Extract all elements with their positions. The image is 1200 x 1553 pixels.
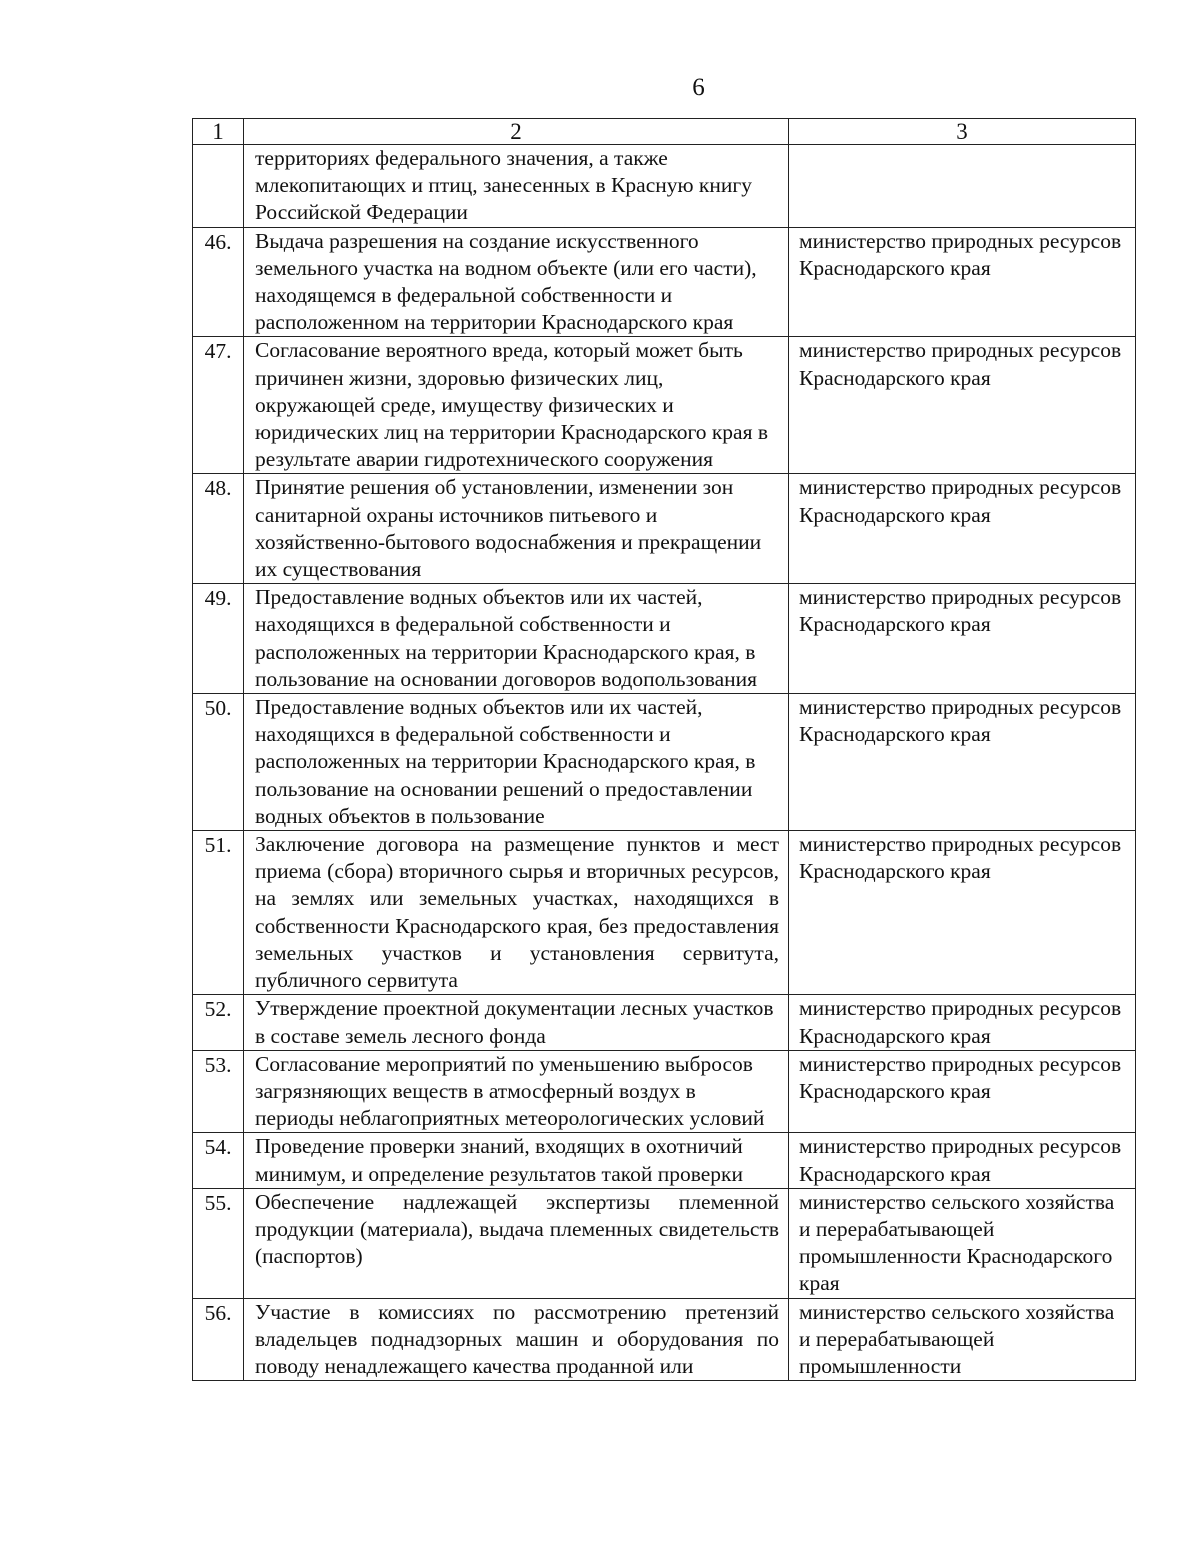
service-description: Принятие решения об установлении, изменении зон санитарной охраны источников питьевого и хозяйственно-бытового водоснабжения и прекращении их существования [244,474,789,584]
page-number: 6 [692,74,705,101]
table-row [193,694,1136,831]
table-row [193,474,1136,584]
table-row [193,227,1136,337]
header-cell-service: 2 [244,119,789,145]
service-description: территориях федерального значения, а также млекопитающих и птиц, занесенных в Красную книгу Российской Федерации [244,145,789,228]
table-row [193,1050,1136,1133]
table-row [193,337,1136,474]
responsible-authority [789,145,1136,228]
service-description: Выдача разрешения на создание искусственного земельного участка на водном объекте (или его части), находящемся в федеральной собственности и расположенном на территории Краснодарского края [244,227,789,337]
responsible-authority: министерство природных ресурсов Краснодарского края [789,831,1136,995]
row-number: 48. [193,474,244,584]
table-row [193,1298,1136,1381]
responsible-authority: министерство природных ресурсов Краснодарского края [789,337,1136,474]
responsible-authority: министерство природных ресурсов Краснодарского края [789,694,1136,831]
row-number: 55. [193,1188,244,1298]
service-description: Предоставление водных объектов или их частей, находящихся в федеральной собственности и расположенных на территории Краснодарского края, в пользование на основании решений о предоставлении водных объектов в пользование [244,694,789,831]
services-table [192,118,1136,1381]
table-row [193,1188,1136,1298]
header-cell-number: 1 [193,119,244,145]
service-description: Обеспечение надлежащей экспертизы племенной продукции (материала), выдача племенных свидетельств (паспортов) [244,1188,789,1298]
row-number: 53. [193,1050,244,1133]
service-description: Предоставление водных объектов или их частей, находящихся в федеральной собственности и расположенных на территории Краснодарского края, в пользование на основании договоров водопользования [244,584,789,694]
row-number: 56. [193,1298,244,1381]
row-number: 50. [193,694,244,831]
table-row [193,831,1136,995]
responsible-authority: министерство сельского хозяйства и перерабатывающей промышленности Краснодарского края [789,1188,1136,1298]
service-description: Утверждение проектной документации лесных участков в составе земель лесного фонда [244,995,789,1050]
table-row [193,1133,1136,1188]
responsible-authority: министерство природных ресурсов Краснодарского края [789,474,1136,584]
table-row [193,145,1136,228]
table-row [193,584,1136,694]
responsible-authority: министерство сельского хозяйства и перерабатывающей промышленности [789,1298,1136,1381]
responsible-authority: министерство природных ресурсов Краснодарского края [789,1133,1136,1188]
row-number [193,145,244,228]
row-number: 54. [193,1133,244,1188]
header-cell-authority: 3 [789,119,1136,145]
table-body [193,119,1136,1381]
responsible-authority: министерство природных ресурсов Краснодарского края [789,1050,1136,1133]
row-number: 51. [193,831,244,995]
row-number: 46. [193,227,244,337]
table-row [193,995,1136,1050]
responsible-authority: министерство природных ресурсов Краснодарского края [789,995,1136,1050]
service-description: Участие в комиссиях по рассмотрению претензий владельцев поднадзорных машин и оборудования по поводу ненадлежащего качества проданной или [244,1298,789,1381]
service-description: Согласование вероятного вреда, который может быть причинен жизни, здоровью физических лиц, окружающей среде, имуществу физических и юридических лиц на территории Краснодарского края в результате аварии гидротехнического сооружения [244,337,789,474]
header-row [193,119,1136,145]
service-description: Заключение договора на размещение пунктов и мест приема (сбора) вторичного сырья и вторичных ресурсов, на землях или земельных участках, находящихся в собственности Краснодарского края, без предоставления земельных участков и установления сервитута, публичного сервитута [244,831,789,995]
row-number: 52. [193,995,244,1050]
service-description: Проведение проверки знаний, входящих в охотничий минимум, и определение результатов такой проверки [244,1133,789,1188]
responsible-authority: министерство природных ресурсов Краснодарского края [789,227,1136,337]
row-number: 49. [193,584,244,694]
responsible-authority: министерство природных ресурсов Краснодарского края [789,584,1136,694]
row-number: 47. [193,337,244,474]
service-description: Согласование мероприятий по уменьшению выбросов загрязняющих веществ в атмосферный воздух в периоды неблагоприятных метеорологических условий [244,1050,789,1133]
